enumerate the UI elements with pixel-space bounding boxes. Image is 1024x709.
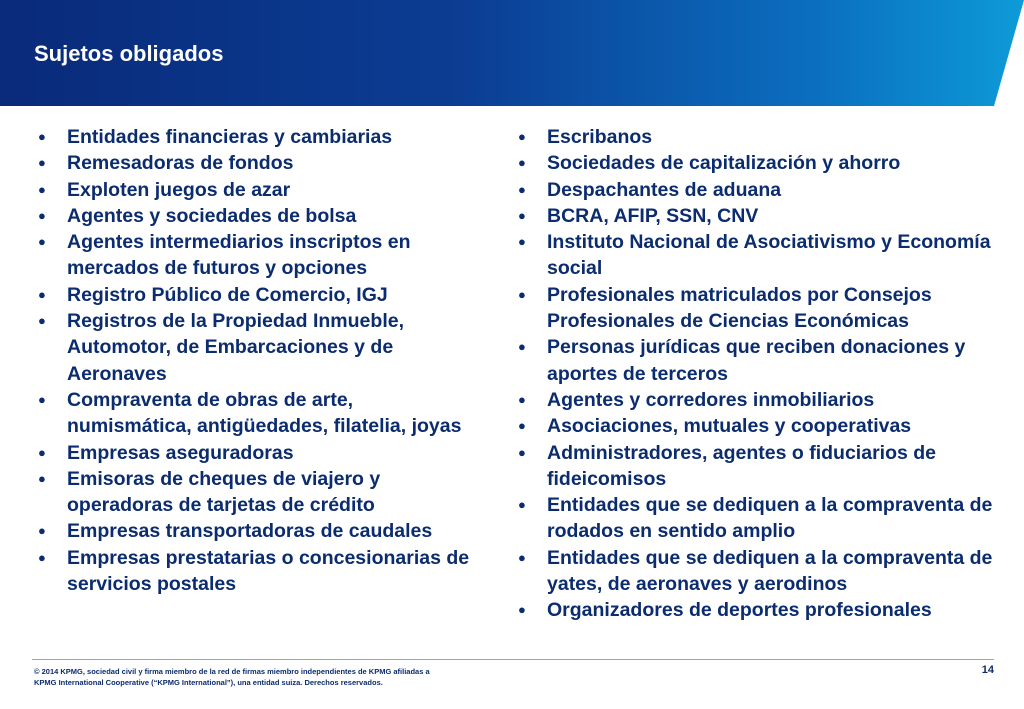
bullet-icon: ● (38, 234, 46, 250)
list-item (518, 334, 998, 387)
bullet-icon: ● (38, 391, 46, 407)
list-item-text: Empresas prestatarias o concesionarias de servicios postales (67, 546, 470, 596)
list-item (518, 203, 998, 229)
footer-divider (32, 659, 994, 660)
footer-copyright (34, 666, 430, 688)
right-obligated-list (518, 124, 998, 624)
list-item-text: Sociedades de capitalización y ahorro (547, 152, 901, 175)
list-item (38, 150, 478, 176)
list-item-text: Organizadores de deportes profesionales (547, 599, 932, 622)
list-item (38, 440, 478, 466)
bullet-icon: ● (38, 207, 46, 223)
bullet-icon: ● (518, 549, 526, 565)
bullet-icon: ● (518, 444, 526, 460)
list-item (38, 387, 478, 440)
list-item (38, 203, 478, 229)
list-item (518, 413, 998, 439)
bullet-icon: ● (38, 129, 46, 144)
list-item (518, 150, 998, 176)
list-item-text: Empresas aseguradoras (67, 441, 294, 464)
footer-copyright-line: KPMG International Cooperative (“KPMG International”), una entidad suiza. Derechos reservados. (34, 678, 383, 687)
bullet-icon: ● (518, 286, 526, 302)
list-item (38, 545, 478, 598)
bullet-icon: ● (518, 602, 526, 618)
list-item (518, 229, 998, 282)
list-item-text: Compraventa de obras de arte, numismática, antigüedades, filatelia, joyas (67, 388, 462, 438)
list-item (518, 282, 998, 335)
list-item (518, 440, 998, 493)
page-number: 14 (981, 664, 994, 676)
list-item (38, 308, 478, 387)
bullet-icon: ● (518, 234, 526, 250)
list-item-text: Registros de la Propiedad Inmueble, Automotor, de Embarcaciones y de Aeronaves (67, 310, 404, 385)
list-item-text: Empresas transportadoras de caudales (67, 520, 433, 543)
list-item-text: BCRA, AFIP, SSN, CNV (547, 204, 759, 227)
list-item-text: Agentes intermediarios inscriptos en mercados de futuros y opciones (67, 231, 411, 280)
list-item (518, 597, 998, 623)
list-item (518, 177, 998, 203)
list-item (38, 177, 478, 203)
bullet-icon: ● (38, 313, 46, 329)
list-item (518, 387, 998, 413)
bullet-icon: ● (518, 391, 526, 407)
footer-copyright-line: © 2014 KPMG, sociedad civil y firma miembro de la red de firmas miembro independientes de KPMG afiliadas a (34, 667, 430, 676)
bullet-icon: ● (518, 129, 526, 144)
list-item (38, 229, 478, 282)
list-item (518, 545, 998, 598)
list-item-text: Remesadoras de fondos (67, 152, 294, 175)
slide-title: Sujetos obligados (34, 41, 224, 66)
list-item (38, 282, 478, 308)
bullet-icon: ● (518, 497, 526, 513)
list-item (38, 466, 478, 519)
bullet-icon: ● (518, 339, 526, 355)
list-item-text: Administradores, agentes o fiduciarios de fideicomisos (547, 441, 937, 490)
list-item (38, 518, 478, 544)
list-item (38, 124, 478, 150)
bullet-icon: ● (38, 444, 46, 460)
list-item-text: Exploten juegos de azar (67, 178, 291, 201)
bullet-icon: ● (38, 286, 46, 302)
list-item (518, 124, 998, 150)
list-item-text: Instituto Nacional de Asociativismo y Economía social (547, 231, 991, 280)
list-item-text: Profesionales matriculados por Consejos Profesionales de Ciencias Económicas (547, 283, 932, 333)
bullet-icon: ● (518, 181, 526, 197)
bullet-icon: ● (38, 470, 46, 486)
list-item-text: Entidades que se dediquen a la compraventa de yates, de aeronaves y aerodinos (547, 546, 993, 596)
list-item-text: Agentes y corredores inmobiliarios (547, 388, 875, 411)
bullet-icon: ● (518, 207, 526, 223)
bullet-icon: ● (38, 155, 46, 171)
list-item-text: Entidades financieras y cambiarias (67, 126, 393, 148)
list-item-text: Asociaciones, mutuales y cooperativas (547, 415, 912, 438)
list-item-text: Agentes y sociedades de bolsa (67, 204, 357, 227)
list-item-text: Escribanos (547, 126, 653, 148)
list-item-text: Registro Público de Comercio, IGJ (67, 283, 388, 306)
bullet-icon: ● (518, 418, 526, 434)
bullet-icon: ● (38, 549, 46, 565)
list-item (518, 492, 998, 545)
bullet-icon: ● (38, 523, 46, 539)
bullet-icon: ● (518, 155, 526, 171)
bullet-icon: ● (38, 181, 46, 197)
left-obligated-list (38, 124, 478, 597)
list-item-text: Emisoras de cheques de viajero y operadoras de tarjetas de crédito (67, 467, 381, 517)
list-item-text: Entidades que se dediquen a la compraventa de rodados en sentido amplio (547, 494, 993, 543)
list-item-text: Personas jurídicas que reciben donaciones y aportes de terceros (547, 336, 966, 385)
list-item-text: Despachantes de aduana (547, 178, 782, 201)
